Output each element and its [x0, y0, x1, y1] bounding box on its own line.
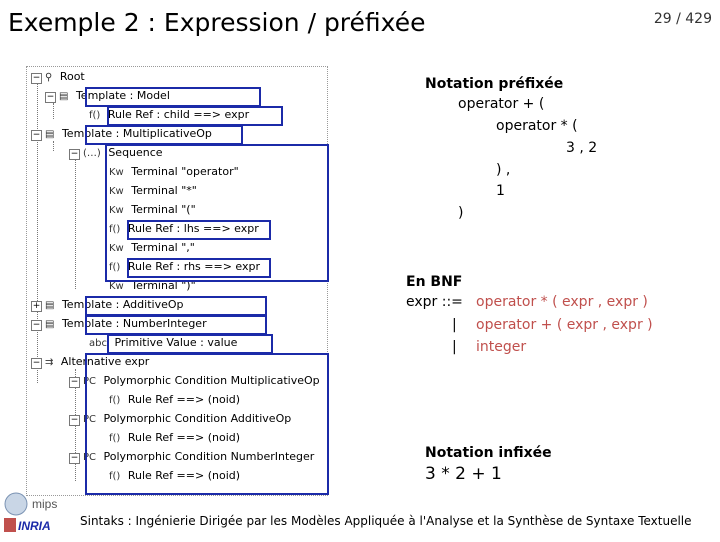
tree-row-label: Polymorphic Condition AdditiveOp [103, 412, 292, 425]
collapse-toggle[interactable]: − [32, 358, 41, 368]
expand-toggle[interactable]: + [32, 301, 41, 311]
tree-row-label: Sequence [108, 146, 163, 159]
tree-row-label: Terminal "*" [131, 184, 197, 197]
bnf-alt-2: operator + ( expr , expr ) [476, 317, 653, 333]
tree-row-primitive[interactable] [89, 335, 237, 351]
bnf-alt-1: operator * ( expr , expr ) [476, 294, 648, 310]
model-tree[interactable] [26, 66, 328, 496]
tree-row-polymorphic[interactable] [69, 449, 314, 465]
tree-row-root[interactable] [31, 69, 85, 85]
tree-row-label: Template : Model [75, 89, 170, 102]
template-icon: ▤ [59, 91, 69, 102]
alternative-icon: ⇉ [45, 357, 54, 368]
tree-row-label: Primitive Value : value [114, 336, 238, 349]
tree-row-terminal[interactable] [109, 164, 239, 180]
tree-row-terminal[interactable] [109, 278, 196, 294]
svg-text:INRIA: INRIA [18, 519, 51, 533]
tree-row-terminal[interactable] [109, 240, 195, 256]
template-icon: ▤ [45, 300, 55, 311]
tree-row-polymorphic[interactable] [69, 373, 320, 389]
tree-row-label: Alternative expr [60, 355, 150, 368]
primitive-icon: abc [89, 338, 107, 349]
tree-row-label: Terminal "(" [131, 203, 196, 216]
keyword-icon: Kw [109, 281, 124, 292]
slide-title: Exemple 2 : Expression / préfixée [8, 8, 426, 37]
collapse-toggle[interactable]: − [70, 149, 79, 159]
template-icon: ▤ [45, 319, 55, 330]
keyword-icon: Kw [109, 186, 124, 197]
page-number: 29 / 429 [653, 11, 712, 27]
keyword-icon: Kw [109, 243, 124, 254]
tree-row-sequence[interactable] [69, 145, 163, 161]
tree-row-template-model[interactable] [45, 88, 170, 104]
tree-row-label: Terminal "," [131, 241, 195, 254]
polymorphic-icon: PC [83, 376, 97, 387]
mips-inria-logo [2, 490, 64, 538]
tree-row-label: Terminal ")" [131, 279, 196, 292]
tree-row-template-numberinteger[interactable] [31, 316, 207, 332]
tree-row-label: Template : NumberInteger [61, 317, 207, 330]
tree-row-label: Rule Ref ==> (noid) [127, 469, 241, 482]
tree-row-terminal[interactable] [109, 183, 197, 199]
infix-heading: Notation infixée [425, 445, 552, 461]
collapse-toggle[interactable]: − [70, 415, 79, 425]
sequence-icon: (…) [83, 148, 101, 159]
tree-row-label: Root [59, 70, 85, 83]
polymorphic-icon: PC [83, 452, 97, 463]
collapse-toggle[interactable]: − [70, 453, 79, 463]
tree-row-label: Template : AdditiveOp [61, 298, 184, 311]
prefix-line: 1 [496, 183, 505, 199]
tree-row-ruleref[interactable] [109, 430, 240, 446]
bnf-lhs: expr ::= [406, 294, 463, 310]
prefix-line: 3 , 2 [566, 140, 598, 156]
tree-row-template-multiplicativeop[interactable] [31, 126, 212, 142]
svg-text:mips: mips [32, 497, 58, 511]
tree-row-label: Polymorphic Condition NumberInteger [103, 450, 315, 463]
tree-row-polymorphic[interactable] [69, 411, 291, 427]
collapse-toggle[interactable]: − [32, 130, 41, 140]
root-icon: ⚲ [45, 72, 53, 83]
tree-row-alternative[interactable] [31, 354, 149, 370]
collapse-toggle[interactable]: − [32, 73, 41, 83]
keyword-icon: Kw [109, 167, 124, 178]
bnf-bar: | [452, 339, 457, 355]
function-icon: f() [89, 110, 101, 121]
tree-row-terminal[interactable] [109, 202, 196, 218]
keyword-icon: Kw [109, 205, 124, 216]
tree-row-ruleref[interactable] [109, 468, 240, 484]
infix-expression: 3 * 2 + 1 [425, 464, 502, 484]
tree-row-label: Rule Ref ==> (noid) [127, 431, 241, 444]
prefix-line: operator + ( [458, 96, 545, 112]
bnf-alt-3: integer [476, 339, 527, 355]
prefix-line: ) [458, 205, 464, 221]
prefix-line: ) , [496, 162, 511, 178]
tree-row-label: Template : MultiplicativeOp [61, 127, 212, 140]
tree-row-label: Terminal "operator" [131, 165, 239, 178]
function-icon: f() [109, 262, 121, 273]
prefix-line: operator * ( [496, 118, 578, 134]
collapse-toggle[interactable]: − [70, 377, 79, 387]
bnf-bar: | [452, 317, 457, 333]
polymorphic-icon: PC [83, 414, 97, 425]
tree-row-label: Rule Ref : child ==> expr [107, 108, 250, 121]
function-icon: f() [109, 471, 121, 482]
template-icon: ▤ [45, 129, 55, 140]
function-icon: f() [109, 395, 121, 406]
tree-row-label: Rule Ref : rhs ==> expr [127, 260, 261, 273]
function-icon: f() [109, 224, 121, 235]
tree-row-ruleref[interactable] [109, 392, 240, 408]
tree-row-label: Rule Ref ==> (noid) [127, 393, 241, 406]
tree-row-ruleref[interactable] [89, 107, 249, 123]
collapse-toggle[interactable]: − [46, 92, 55, 102]
footer-text: Sintaks : Ingénierie Dirigée par les Modèles Appliquée à l'Analyse et la Synthèse de Syntaxe Textuelle [80, 514, 692, 528]
collapse-toggle[interactable]: − [32, 320, 41, 330]
prefix-heading: Notation préfixée [425, 76, 564, 92]
tree-row-label: Rule Ref : lhs ==> expr [127, 222, 259, 235]
tree-row-ruleref[interactable] [109, 221, 259, 237]
function-icon: f() [109, 433, 121, 444]
bnf-heading: En BNF [406, 274, 463, 290]
tree-row-ruleref[interactable] [109, 259, 260, 275]
tree-row-template-additiveop[interactable] [31, 297, 184, 313]
tree-row-label: Polymorphic Condition MultiplicativeOp [103, 374, 320, 387]
